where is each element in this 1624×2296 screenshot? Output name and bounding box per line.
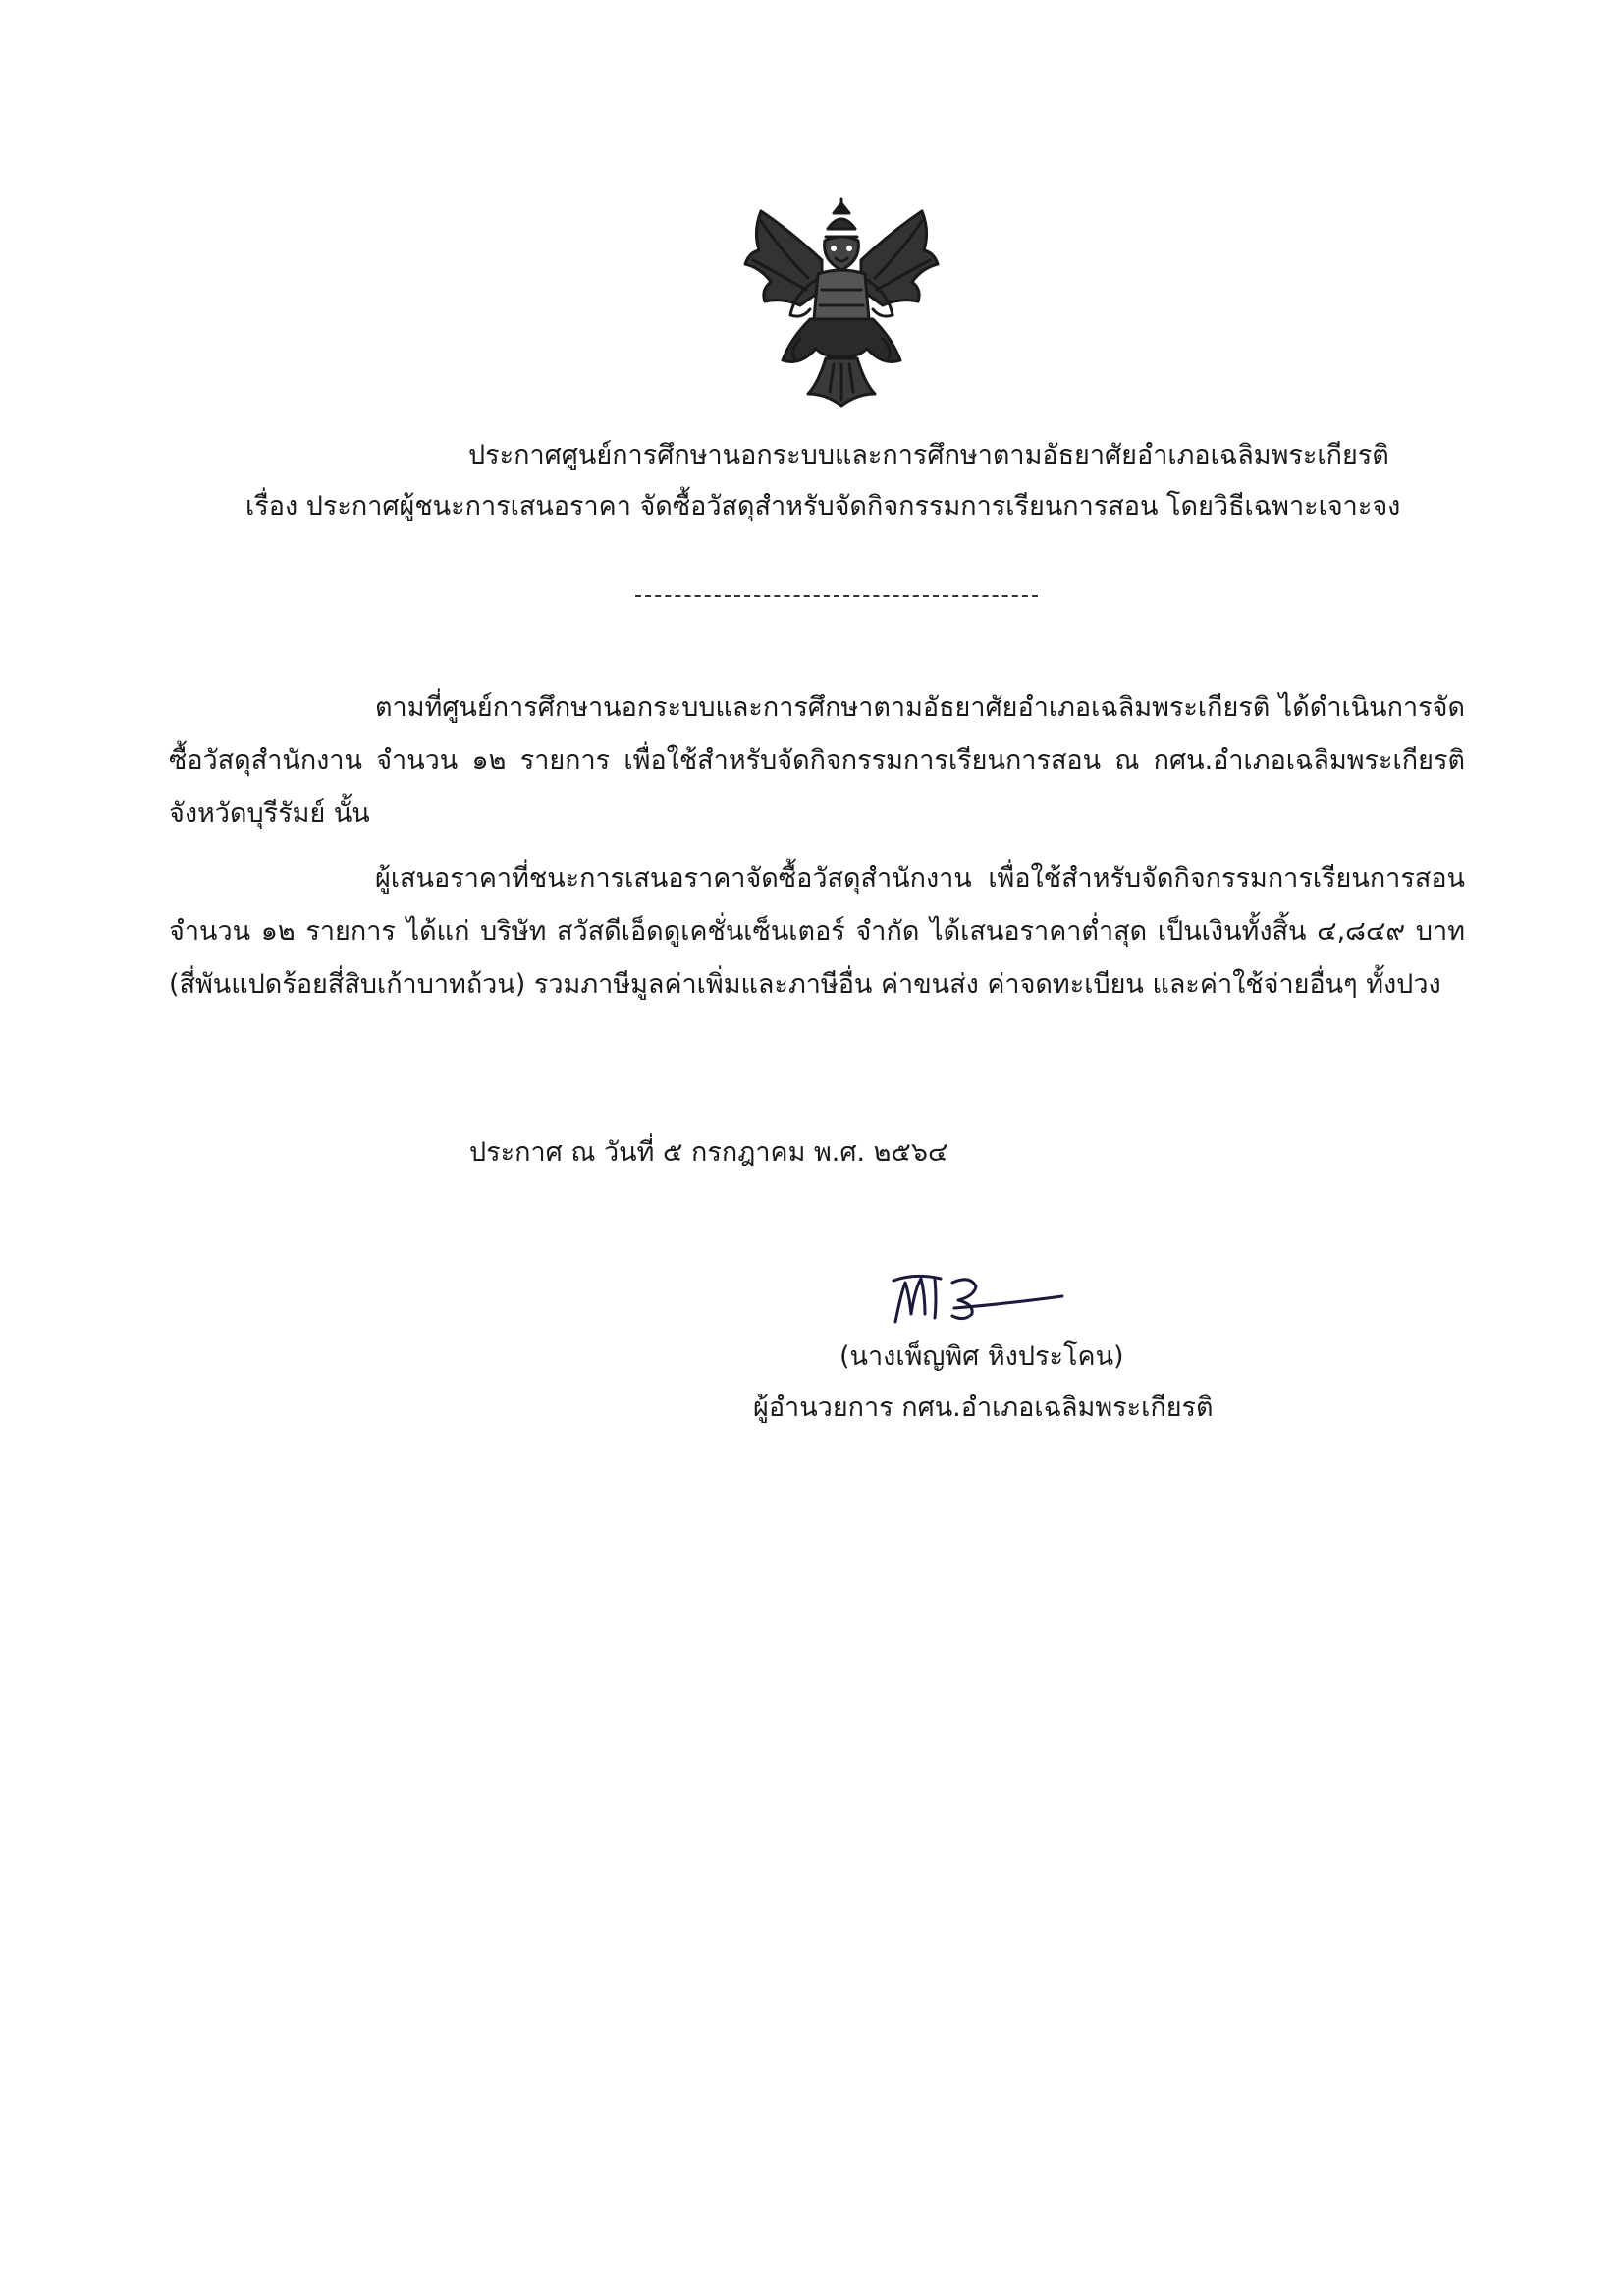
announcement-title: ประกาศศูนย์การศึกษานอกระบบและการศึกษาตามอัธยาศัยอำเภอเฉลิมพระเกียรติ: [468, 440, 1389, 470]
announcement-date: ประกาศ ณ วันที่ ๕ กรกฎาคม พ.ศ. ๒๕๖๔: [469, 1137, 948, 1168]
paragraph-1-text: ตามที่ศูนย์การศึกษานอกระบบและการศึกษาตามอัธยาศัยอำเภอเฉลิมพระเกียรติ ได้ดำเนินการจัดซื้อวัสดุสำนักงาน จำนวน ๑๒ รายการ เพื่อใช้สำหรับจัดกิจกรรมการเรียนการสอน ณ กศน.อำเภอเฉลิมพระเกียรติ จังหวัดบุรีรัมย์ นั้น: [169, 692, 1465, 829]
announcement-subject: เรื่อง ประกาศผู้ชนะการเสนอราคา จัดซื้อวัสดุสำหรับจัดกิจกรรมการเรียนการสอน โดยวิธีเฉพาะเจาะจง: [245, 491, 1401, 521]
body-paragraph-1: [169, 682, 1465, 841]
separator-line: [635, 595, 1038, 597]
handwritten-signature: [876, 1265, 1072, 1334]
paragraph-2-text: ผู้เสนอราคาที่ชนะการเสนอราคาจัดซื้อวัสดุสำนักงาน เพื่อใช้สำหรับจัดกิจกรรมการเรียนการสอน จำนวน ๑๒ รายการ ได้แก่ บริษัท สวัสดีเอ็ดดูเคชั่นเซ็นเตอร์ จำกัด ได้เสนอราคาต่ำสุด เป็นเงินทั้งสิ้น ๔,๘๔๙ บาท (สี่พันแปดร้อยสี่สิบเก้าบาทถ้วน) รวมภาษีมูลค่าเพิ่มและภาษีอื่น ค่าขนส่ง ค่าจดทะเบียน และค่าใช้จ่ายอื่นๆ ทั้งปวง: [169, 863, 1465, 1000]
signer-position: ผู้อำนวยการ กศน.อำเภอเฉลิมพระเกียรติ: [753, 1393, 1214, 1423]
body-paragraph-2: [169, 852, 1465, 1011]
garuda-emblem-icon: [731, 191, 952, 412]
signer-name: (นางเพ็ญพิศ หิงประโคน): [839, 1341, 1124, 1372]
